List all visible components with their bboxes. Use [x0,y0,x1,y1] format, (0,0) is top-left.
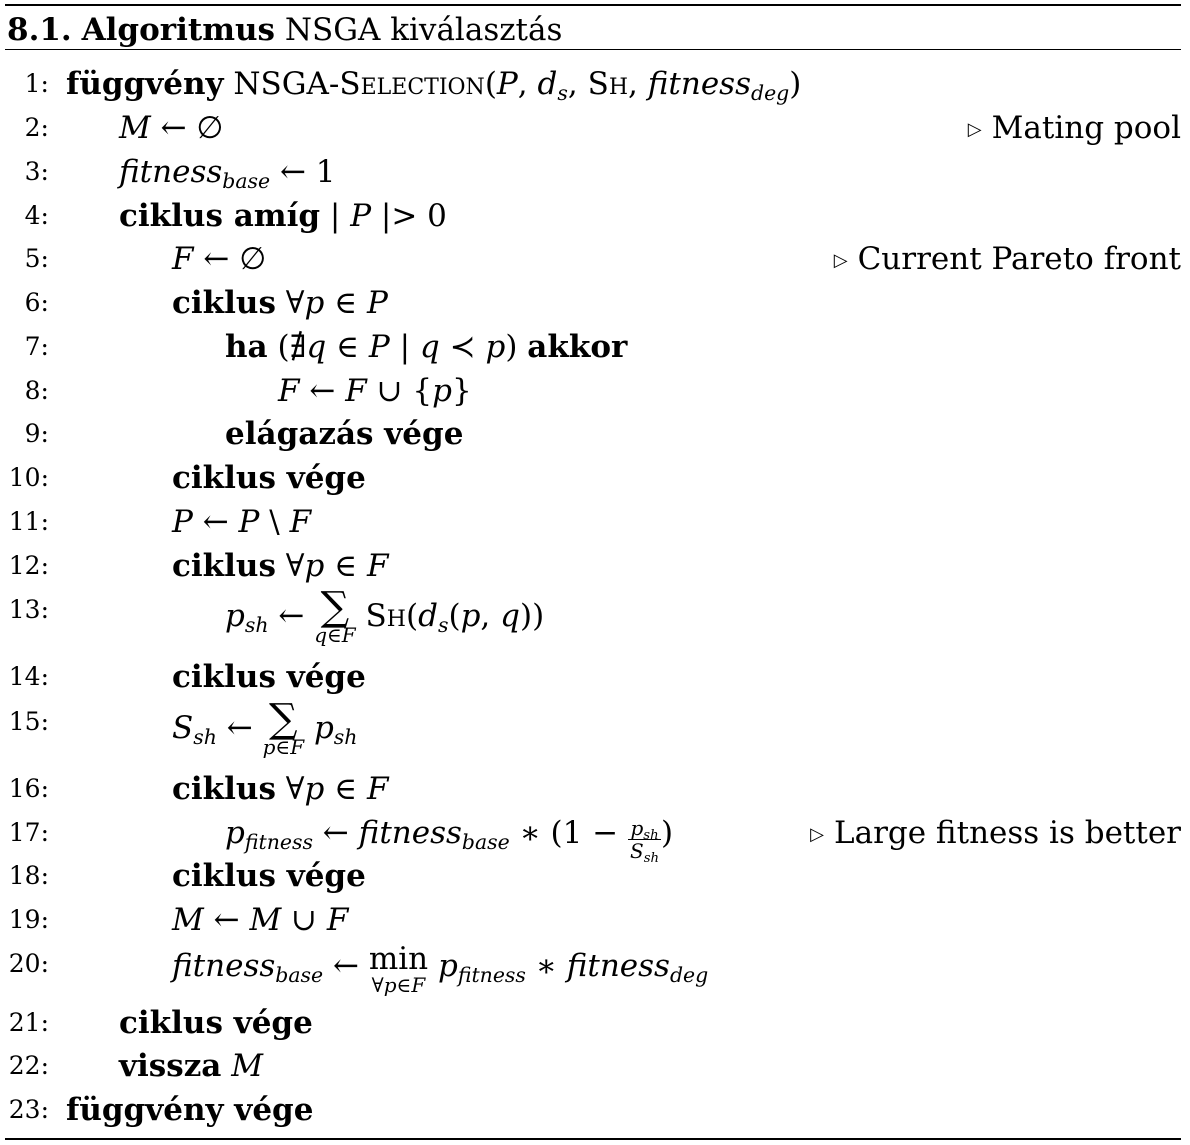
line-number: 3: [24,157,49,186]
line-number: 9: [24,419,49,448]
caption-number: 8.1. [7,12,72,48]
line-number: 6: [24,288,49,317]
line-12 [0,544,1190,588]
line-11 [0,500,1190,544]
line-number: 13: [8,595,49,624]
line-3 [0,150,1190,194]
line-number: 22: [8,1051,49,1080]
line-code: ciklus vége [172,858,366,894]
comment: ▷ Mating pool [967,110,1181,146]
caption-title: NSGA kiválasztás [284,12,563,48]
line-number: 16: [8,774,49,803]
line-5 [0,237,1190,281]
line-code: P ← P \ F [172,504,312,540]
line-15 [0,696,1190,759]
line-number: 10: [8,463,49,492]
line-number: 23: [8,1095,49,1124]
line-code: fitness$_{base}$ ← min ∀p∈F $p_{fitness}$ ∗ fitness$_{deg}$ [172,941,709,997]
line-code: fitness$_{base}$ ← 1 [119,154,336,194]
bottom-rule [5,1138,1181,1140]
comment: ▷ Large fitness is better [810,815,1181,851]
fraction: $\frac{p_{sh}}{S_{sh}}$ [630,816,660,866]
line-number: 18: [8,861,49,890]
line-code: M ← M ∪ F [172,902,349,938]
line-number: 17: [8,818,49,847]
line-18 [0,854,1190,898]
line-code: elágazás vége [225,416,464,452]
line-code: ciklus vége [172,460,366,496]
line-13 [0,584,1190,647]
caption-rule [5,49,1181,50]
line-number: 20: [8,949,49,978]
line-code: ciklus vége [172,659,366,695]
sum-operator: ∑ q∈F [314,584,356,647]
line-6 [0,281,1190,325]
line-code: ciklus ∀p ∈ F [172,548,389,584]
line-code: ha (∄q ∈ P | q ≺ p) akkor [225,329,628,365]
line-10 [0,456,1190,500]
line-8 [0,369,1190,413]
line-22 [0,1044,1190,1088]
line-number: 21: [8,1008,49,1037]
line-code: $p_{sh}$ ← ∑ q∈F $Sh(d_s(p$, q)) [225,584,545,647]
line-number: 19: [8,905,49,934]
line-code: F ← F ∪ {p} [278,373,472,409]
line-2 [0,106,1190,150]
algorithm-caption [7,10,562,50]
line-17 [0,811,1190,866]
line-19 [0,898,1190,942]
line-number: 11: [8,507,49,536]
comment: ▷ Current Pareto front [833,241,1181,277]
comment-triangle-icon: ▷ [833,250,848,271]
line-21 [0,1001,1190,1045]
line-14 [0,655,1190,699]
line-number: 15: [8,707,49,736]
line-number: 12: [8,551,49,580]
comment-triangle-icon: ▷ [810,824,824,845]
line-code: $S_{sh}$ ← ∑ p∈F $p_{sh}$ [172,696,358,759]
line-1 [0,62,1190,106]
line-number: 5: [24,244,49,273]
line-23 [0,1088,1190,1132]
line-code: függvény vége [66,1092,314,1128]
line-code: F ← ∅ [172,241,267,277]
line-code: ciklus amíg | P |> 0 [119,198,447,234]
keyword-function: függvény [66,66,224,102]
line-code: függvény NSGA-Selection(P, $d_s$, Sh, fitness$_{deg}$) [66,66,802,106]
comment-triangle-icon: ▷ [967,119,982,140]
line-9 [0,412,1190,456]
caption-label: Algoritmus [81,12,275,48]
function-name: NSGA-Selection [233,66,485,102]
line-code: M ← ∅ [119,110,224,146]
line-16 [0,767,1190,811]
line-code: ciklus vége [119,1005,313,1041]
line-number: 14: [8,662,49,691]
line-code: ciklus ∀p ∈ P [172,285,388,321]
line-number: 7: [24,332,49,361]
line-code: vissza M [119,1048,263,1084]
line-number: 1: [24,69,49,98]
line-number: 4: [24,201,49,230]
line-number: 8: [24,376,49,405]
line-20 [0,941,1190,997]
line-code: ciklus ∀p ∈ F [172,771,389,807]
line-number: 2: [24,113,49,142]
min-operator: min ∀p∈F [368,941,429,997]
sum-operator: ∑ p∈F [262,696,305,759]
line-7 [0,325,1190,369]
line-4 [0,194,1190,238]
top-rule [5,4,1181,6]
line-code: $p_{fitness}$ ← fitness$_{base}$ ∗ (1 − $\frac{p_{sh}}{S_{sh}}$ ) [225,815,674,866]
